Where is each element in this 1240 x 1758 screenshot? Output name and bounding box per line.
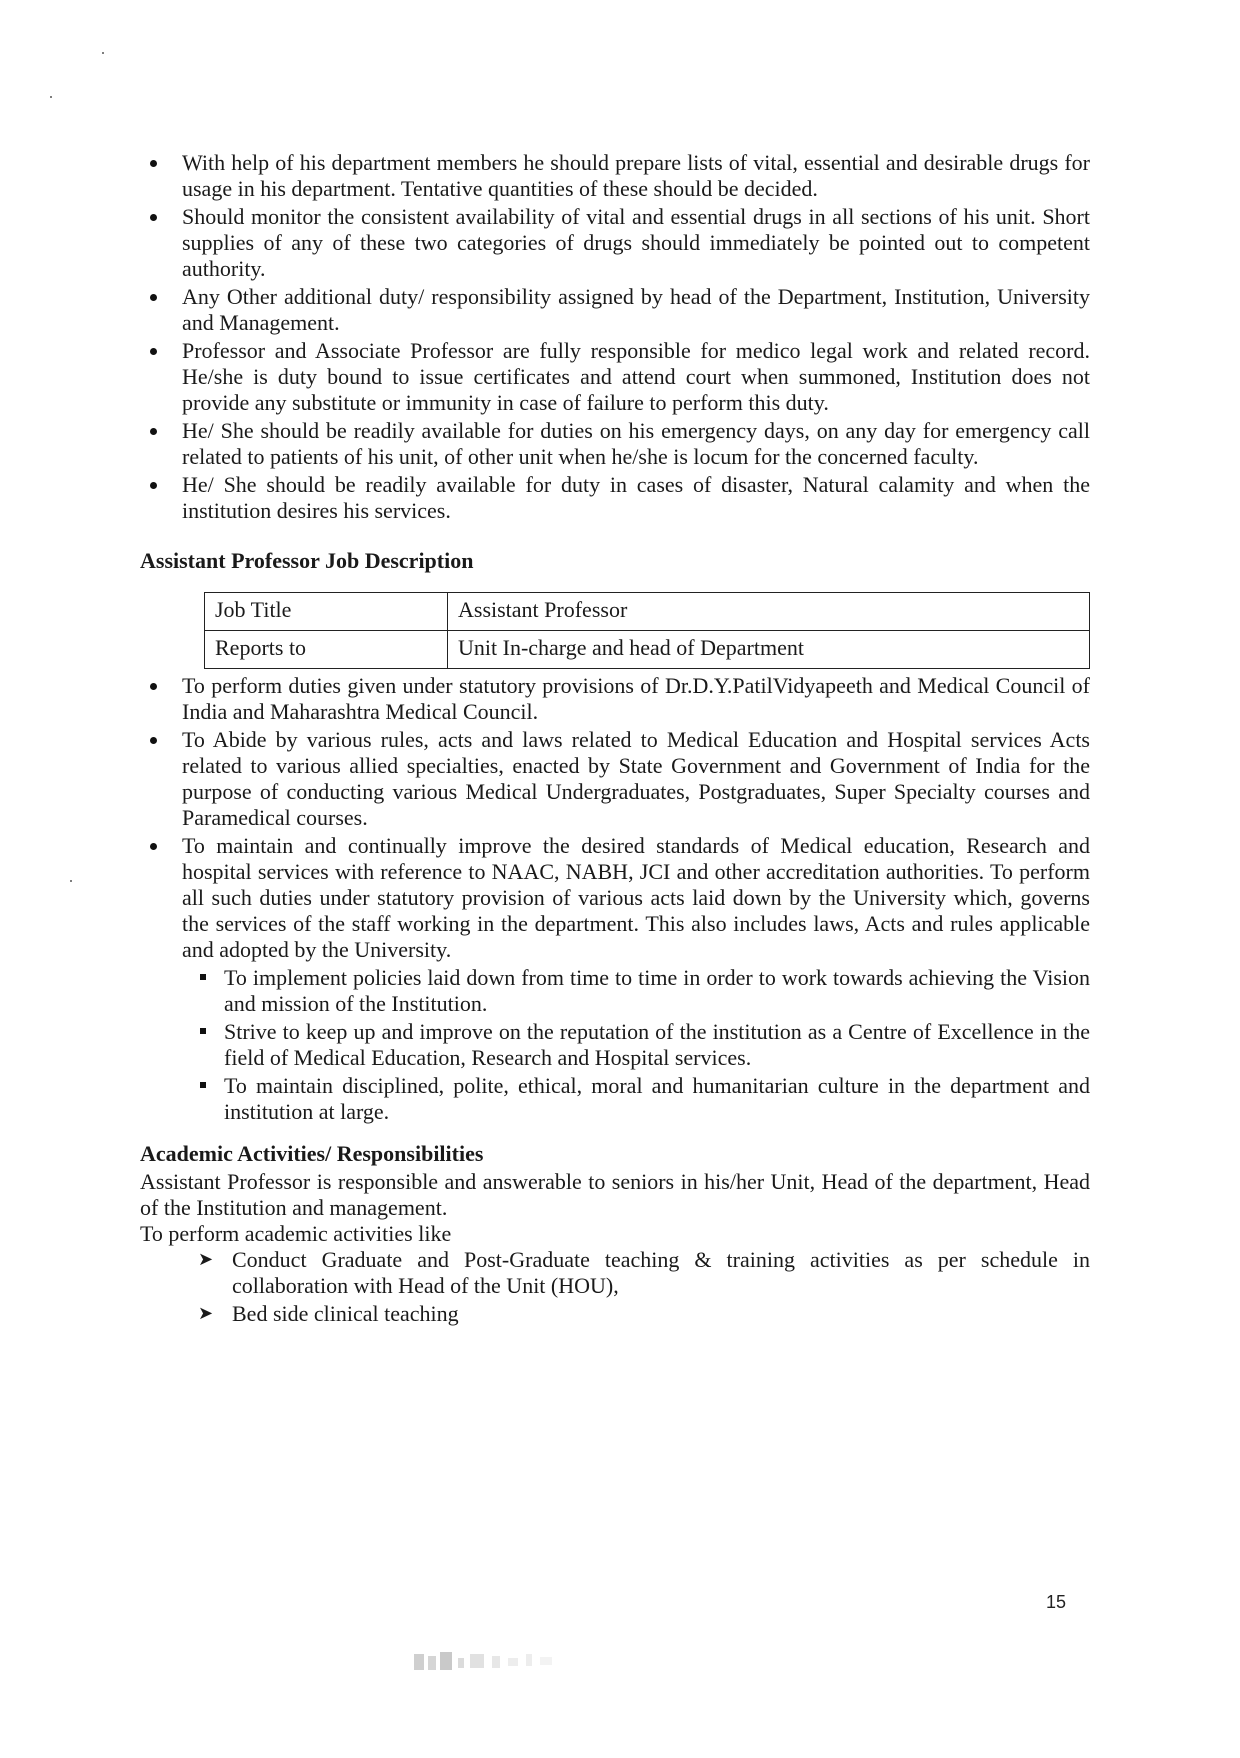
top-bullet-list <box>140 150 1090 524</box>
section-paragraph: Assistant Professor is responsible and answerable to seniors in his/her Unit, Head of the department, Head of the Institution and management. <box>140 1169 1090 1220</box>
arrow-bullet-icon: ➤ <box>198 1249 214 1270</box>
list-item: Should monitor the consistent availability of vital and essential drugs in all sections of his unit. Short supplies of any of these two categories of drugs should immediately be pointed out to competent authority. <box>140 204 1090 282</box>
bullet-icon <box>150 843 157 850</box>
sub-bullet-list <box>140 965 1090 1125</box>
list-item: To Abide by various rules, acts and laws related to Medical Education and Hospital services Acts related to various allied specialties, enacted by State Government and Government of India for the purpose of conducting various Medical Undergraduates, Postgraduates, Super Specialty courses and Paramedical courses. <box>140 727 1090 831</box>
list-item: To maintain and continually improve the desired standards of Medical education, Research and hospital services with reference to NAAC, NABH, JCI and other accreditation authorities. To perform all such duties under statutory provision of various acts laid down by the University which, governs the services of the staff working in the department. This also includes laws, Acts and rules applicable and adopted by the University. <box>140 833 1090 963</box>
faded-stamp-mark <box>412 1648 602 1678</box>
list-item: Professor and Associate Professor are fully responsible for medico legal work and related record. He/she is duty bound to issue certificates and attend court when summoned, Institution does not provide any substitute or immunity in case of failure to perform this duty. <box>140 338 1090 416</box>
bullet-icon <box>150 214 157 221</box>
list-item: To perform duties given under statutory provisions of Dr.D.Y.PatilVidyapeeth and Medical Council of India and Maharashtra Medical Council. <box>140 673 1090 725</box>
square-bullet-icon <box>200 1082 206 1088</box>
table-row <box>205 593 1090 631</box>
list-item: To implement policies laid down from time to time in order to work towards achieving the Vision and mission of the Institution. <box>140 965 1090 1017</box>
bullet-icon <box>150 428 157 435</box>
arrow-bullet-icon: ➤ <box>198 1303 214 1324</box>
section-heading-job-description: Assistant Professor Job Description <box>140 548 474 573</box>
table-cell-value: Unit In-charge and head of Department <box>448 631 1090 669</box>
section-heading-academic: Academic Activities/ Responsibilities <box>140 1141 484 1166</box>
list-item: He/ She should be readily available for duty in cases of disaster, Natural calamity and when the institution desires his services. <box>140 472 1090 524</box>
section-paragraph: To perform academic activities like <box>140 1221 452 1246</box>
table-row <box>205 631 1090 669</box>
list-item: ➤ Conduct Graduate and Post-Graduate teaching & training activities as per schedule in collaboration with Head of the Unit (HOU), <box>198 1247 1090 1298</box>
page-number: 15 <box>1046 1592 1067 1612</box>
square-bullet-icon <box>200 974 206 980</box>
bullet-icon <box>150 294 157 301</box>
scan-speck <box>50 96 52 98</box>
table-cell-label: Job Title <box>205 593 448 631</box>
job-table <box>204 592 1090 669</box>
page-content <box>140 150 1090 1329</box>
table-cell-label: Reports to <box>205 631 448 669</box>
scan-speck <box>102 52 104 54</box>
list-item: To maintain disciplined, polite, ethical, moral and humanitarian culture in the department and institution at large. <box>140 1073 1090 1125</box>
square-bullet-icon <box>200 1028 206 1034</box>
bullet-icon <box>150 348 157 355</box>
bullet-icon <box>150 683 157 690</box>
list-item: Strive to keep up and improve on the reputation of the institution as a Centre of Excellence in the field of Medical Education, Research and Hospital services. <box>140 1019 1090 1071</box>
duty-bullet-list <box>140 673 1090 963</box>
list-item: Any Other additional duty/ responsibility assigned by head of the Department, Institution, University and Management. <box>140 284 1090 336</box>
table-cell-value: Assistant Professor <box>448 593 1090 631</box>
bullet-icon <box>150 160 157 167</box>
bullet-icon <box>150 737 157 744</box>
list-item: He/ She should be readily available for duties on his emergency days, on any day for emergency call related to patients of his unit, of other unit when he/she is locum for the concerned faculty. <box>140 418 1090 470</box>
bullet-icon <box>150 482 157 489</box>
list-item: ➤ Bed side clinical teaching <box>198 1301 459 1326</box>
scan-speck <box>70 880 72 882</box>
list-item: With help of his department members he should prepare lists of vital, essential and desirable drugs for usage in his department. Tentative quantities of these should be decided. <box>140 150 1090 202</box>
arrow-bullet-list <box>140 1247 1090 1327</box>
